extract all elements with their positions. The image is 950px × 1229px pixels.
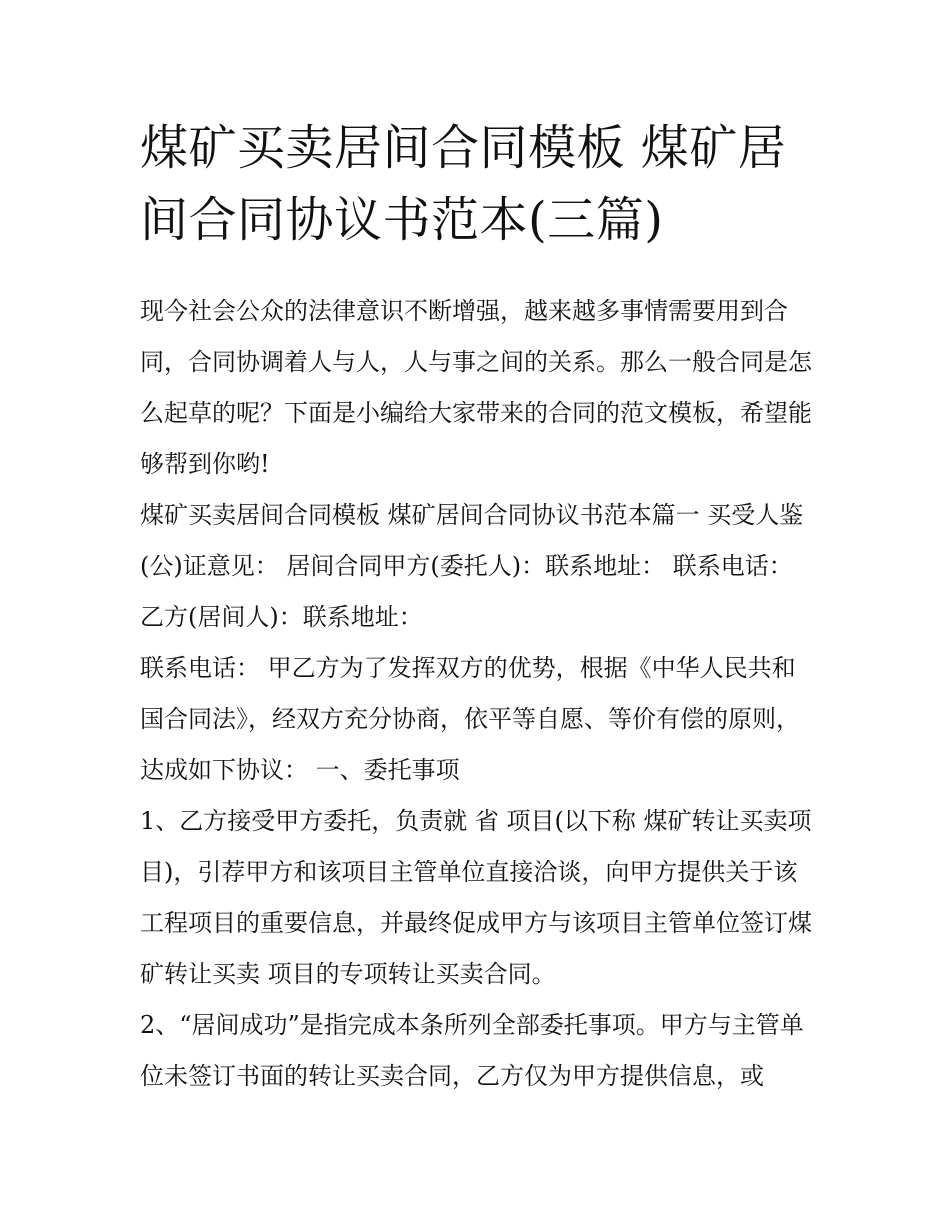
- intro-paragraph: 现今社会公众的法律意识不断增强，越来越多事情需要用到合同，合同协调着人与人，人与事之间的关系。那么一般合同是怎么起草的呢？下面是小编给大家带来的合同的范文模板，希望能够帮到你哟!: [140, 297, 812, 478]
- document-title: 煤矿买卖居间合同模板 煤矿居间合同协议书范本(三篇): [140, 120, 787, 248]
- clause-1-paragraph: 1、乙方接受甲方委托，负责就 省 项目(以下称 煤矿转让买卖项目)，引荐甲方和该项目主管单位直接洽谈，向甲方提供关于该工程项目的重要信息，并最终促成甲方与该项目主管单位签订煤矿转让买卖 项目的专项转让买卖合同。: [140, 807, 812, 988]
- clause-2-paragraph: 2、“居间成功”是指完成本条所列全部委托事项。甲方与主管单位未签订书面的转让买卖合同，乙方仅为甲方提供信息，或: [140, 1011, 804, 1090]
- document-body: [140, 112, 812, 1102]
- contract-header-paragraph: 煤矿买卖居间合同模板 煤矿居间合同协议书范本篇一 买受人鉴(公)证意见： 居间合同甲方(委托人)：联系地址： 联系电话： 乙方(居间人)：联系地址：: [140, 501, 804, 631]
- contract-preamble-paragraph: 联系电话： 甲乙方为了发挥双方的优势，根据《中华人民共和国合同法》，经双方充分协商，依平等自愿、等价有偿的原则，达成如下协议： 一、委托事项: [140, 654, 800, 784]
